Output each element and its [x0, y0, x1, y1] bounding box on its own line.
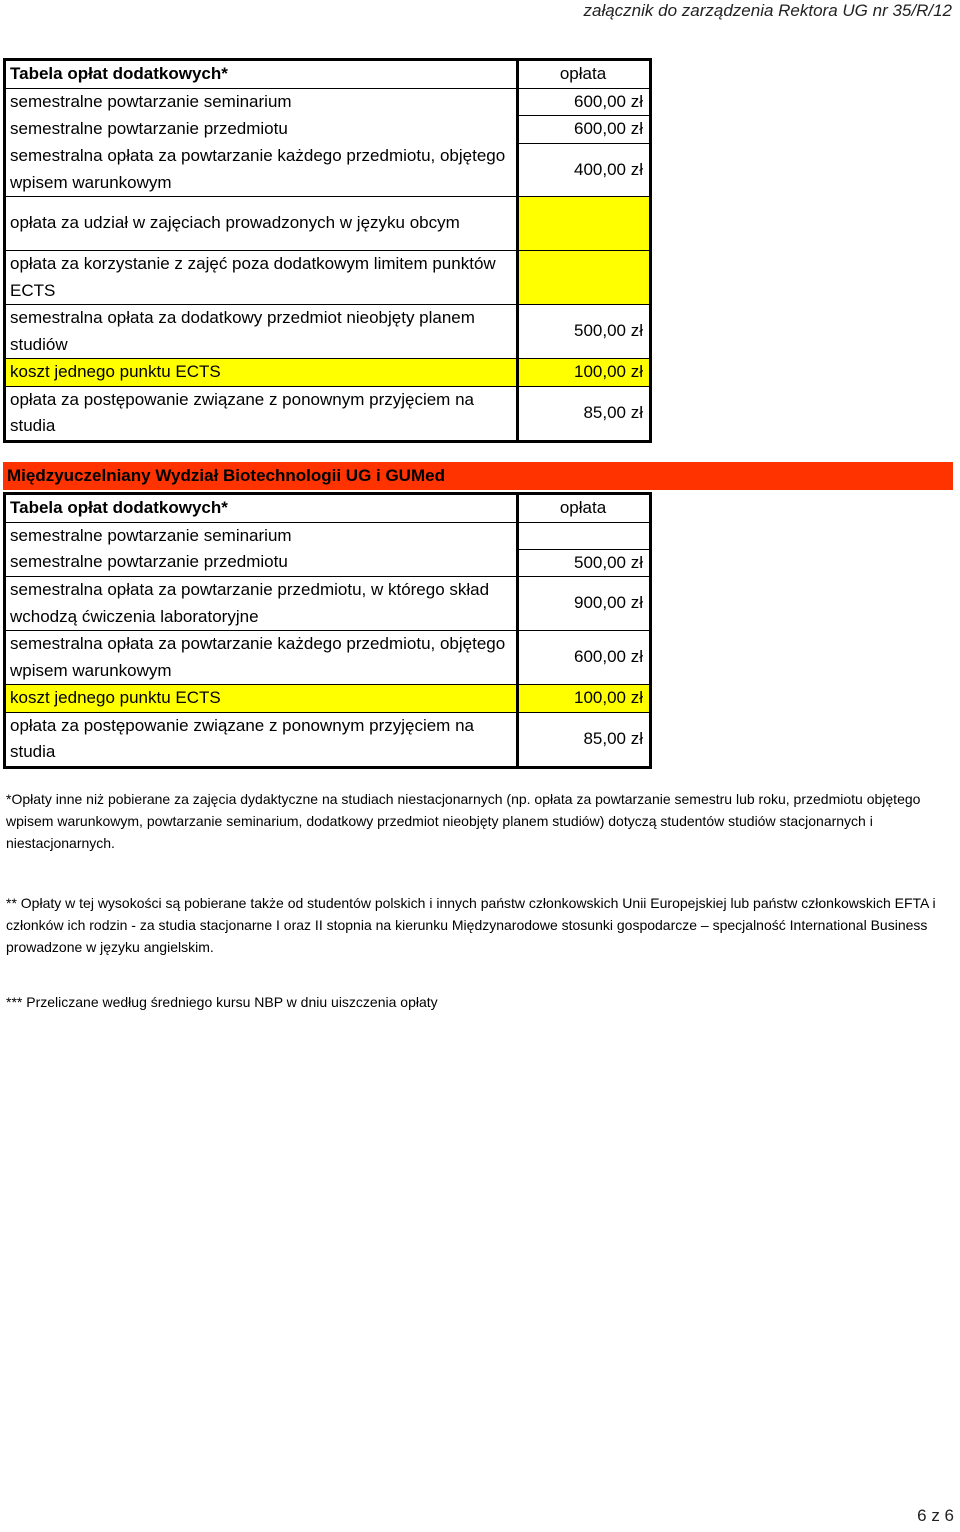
page-number: 6 z 6 [917, 1506, 954, 1525]
footnote-double-asterisk: ** Opłaty w tej wysokości są pobierane także od studentów polskich i innych państw członkowskich Unii Europejskiej lub państw członkowskich EFTA i członków ich rodzin - za studia stacjonarne I oraz II stopnia na kierunku Międzynarodowe stosunki gospodarcze – specjalność International Business prowadzone w języku angielskim. [6, 895, 936, 955]
fee-value [518, 197, 651, 251]
table-header-row [5, 494, 651, 523]
value-column-header: opłata [518, 494, 651, 523]
table-row [5, 251, 651, 305]
fee-label: opłata za postępowanie związane z ponownym przyjęciem na studia [5, 712, 518, 767]
fee-label: semestralne powtarzanie przedmiotu [5, 116, 518, 144]
fee-value: 600,00 zł [518, 116, 651, 144]
value-column-header: opłata [518, 60, 651, 89]
fee-value: 600,00 zł [518, 631, 651, 685]
fee-label: koszt jednego punktu ECTS [5, 359, 518, 387]
fees-table-1 [3, 58, 652, 443]
fee-label: semestralna opłata za powtarzanie każdego przedmiotu, objętego wpisem warunkowym [5, 143, 518, 197]
fee-value [518, 251, 651, 305]
table-row [5, 197, 651, 251]
fee-value: 900,00 zł [518, 577, 651, 631]
fee-label: semestralne powtarzanie seminarium [5, 88, 518, 116]
fee-value: 400,00 zł [518, 143, 651, 197]
table-row [5, 631, 651, 685]
fee-label: opłata za korzystanie z zajęć poza dodatkowym limitem punktów ECTS [5, 251, 518, 305]
table-row-highlighted [5, 685, 651, 713]
fees-table-2 [3, 492, 652, 769]
table-row-highlighted [5, 359, 651, 387]
fee-value [518, 522, 651, 549]
footnote-single-asterisk: *Opłaty inne niż pobierane za zajęcia dydaktyczne na studiach niestacjonarnych (np. opłata za powtarzanie semestru lub roku, przedmiotu objętego wpisem warunkowym, powtarzanie seminarium, dodatkowy przedmiot nieobjęty planem studiów) dotyczą studentów studiów stacjonarnych i niestacjonarnych. [6, 791, 921, 851]
section-heading-biotechnology: Międzyuczelniany Wydział Biotechnologii UG i GUMed [3, 462, 953, 490]
fee-value: 500,00 zł [518, 549, 651, 577]
document-header-note: załącznik do zarządzenia Rektora UG nr 35/R/12 [583, 1, 952, 20]
fee-label: semestralna opłata za powtarzanie każdego przedmiotu, objętego wpisem warunkowym [5, 631, 518, 685]
fee-label: koszt jednego punktu ECTS [5, 685, 518, 713]
table-row [5, 549, 651, 577]
fee-value: 100,00 zł [518, 359, 651, 387]
fee-value: 500,00 zł [518, 305, 651, 359]
table-row [5, 712, 651, 767]
table-row [5, 116, 651, 144]
table-row [5, 577, 651, 631]
fee-value: 600,00 zł [518, 88, 651, 116]
fee-label: opłata za postępowanie związane z ponownym przyjęciem na studia [5, 386, 518, 441]
fee-value: 100,00 zł [518, 685, 651, 713]
fee-label: semestralna opłata za powtarzanie przedmiotu, w którego skład wchodzą ćwiczenia laboratoryjne [5, 577, 518, 631]
table-row [5, 88, 651, 116]
table-header-row [5, 60, 651, 89]
fee-value: 85,00 zł [518, 712, 651, 767]
fee-label: semestralne powtarzanie seminarium [5, 522, 518, 549]
table-row [5, 386, 651, 441]
table-row [5, 143, 651, 197]
table-title: Tabela opłat dodatkowych* [5, 494, 518, 523]
table-title: Tabela opłat dodatkowych* [5, 60, 518, 89]
footnote-triple-asterisk: *** Przeliczane według średniego kursu NBP w dniu uiszczenia opłaty [6, 994, 438, 1010]
fee-label: semestralne powtarzanie przedmiotu [5, 549, 518, 577]
table-row [5, 522, 651, 549]
fee-label: opłata za udział w zajęciach prowadzonych w języku obcym [5, 197, 518, 251]
fee-label: semestralna opłata za dodatkowy przedmiot nieobjęty planem studiów [5, 305, 518, 359]
table-row [5, 305, 651, 359]
fee-value: 85,00 zł [518, 386, 651, 441]
